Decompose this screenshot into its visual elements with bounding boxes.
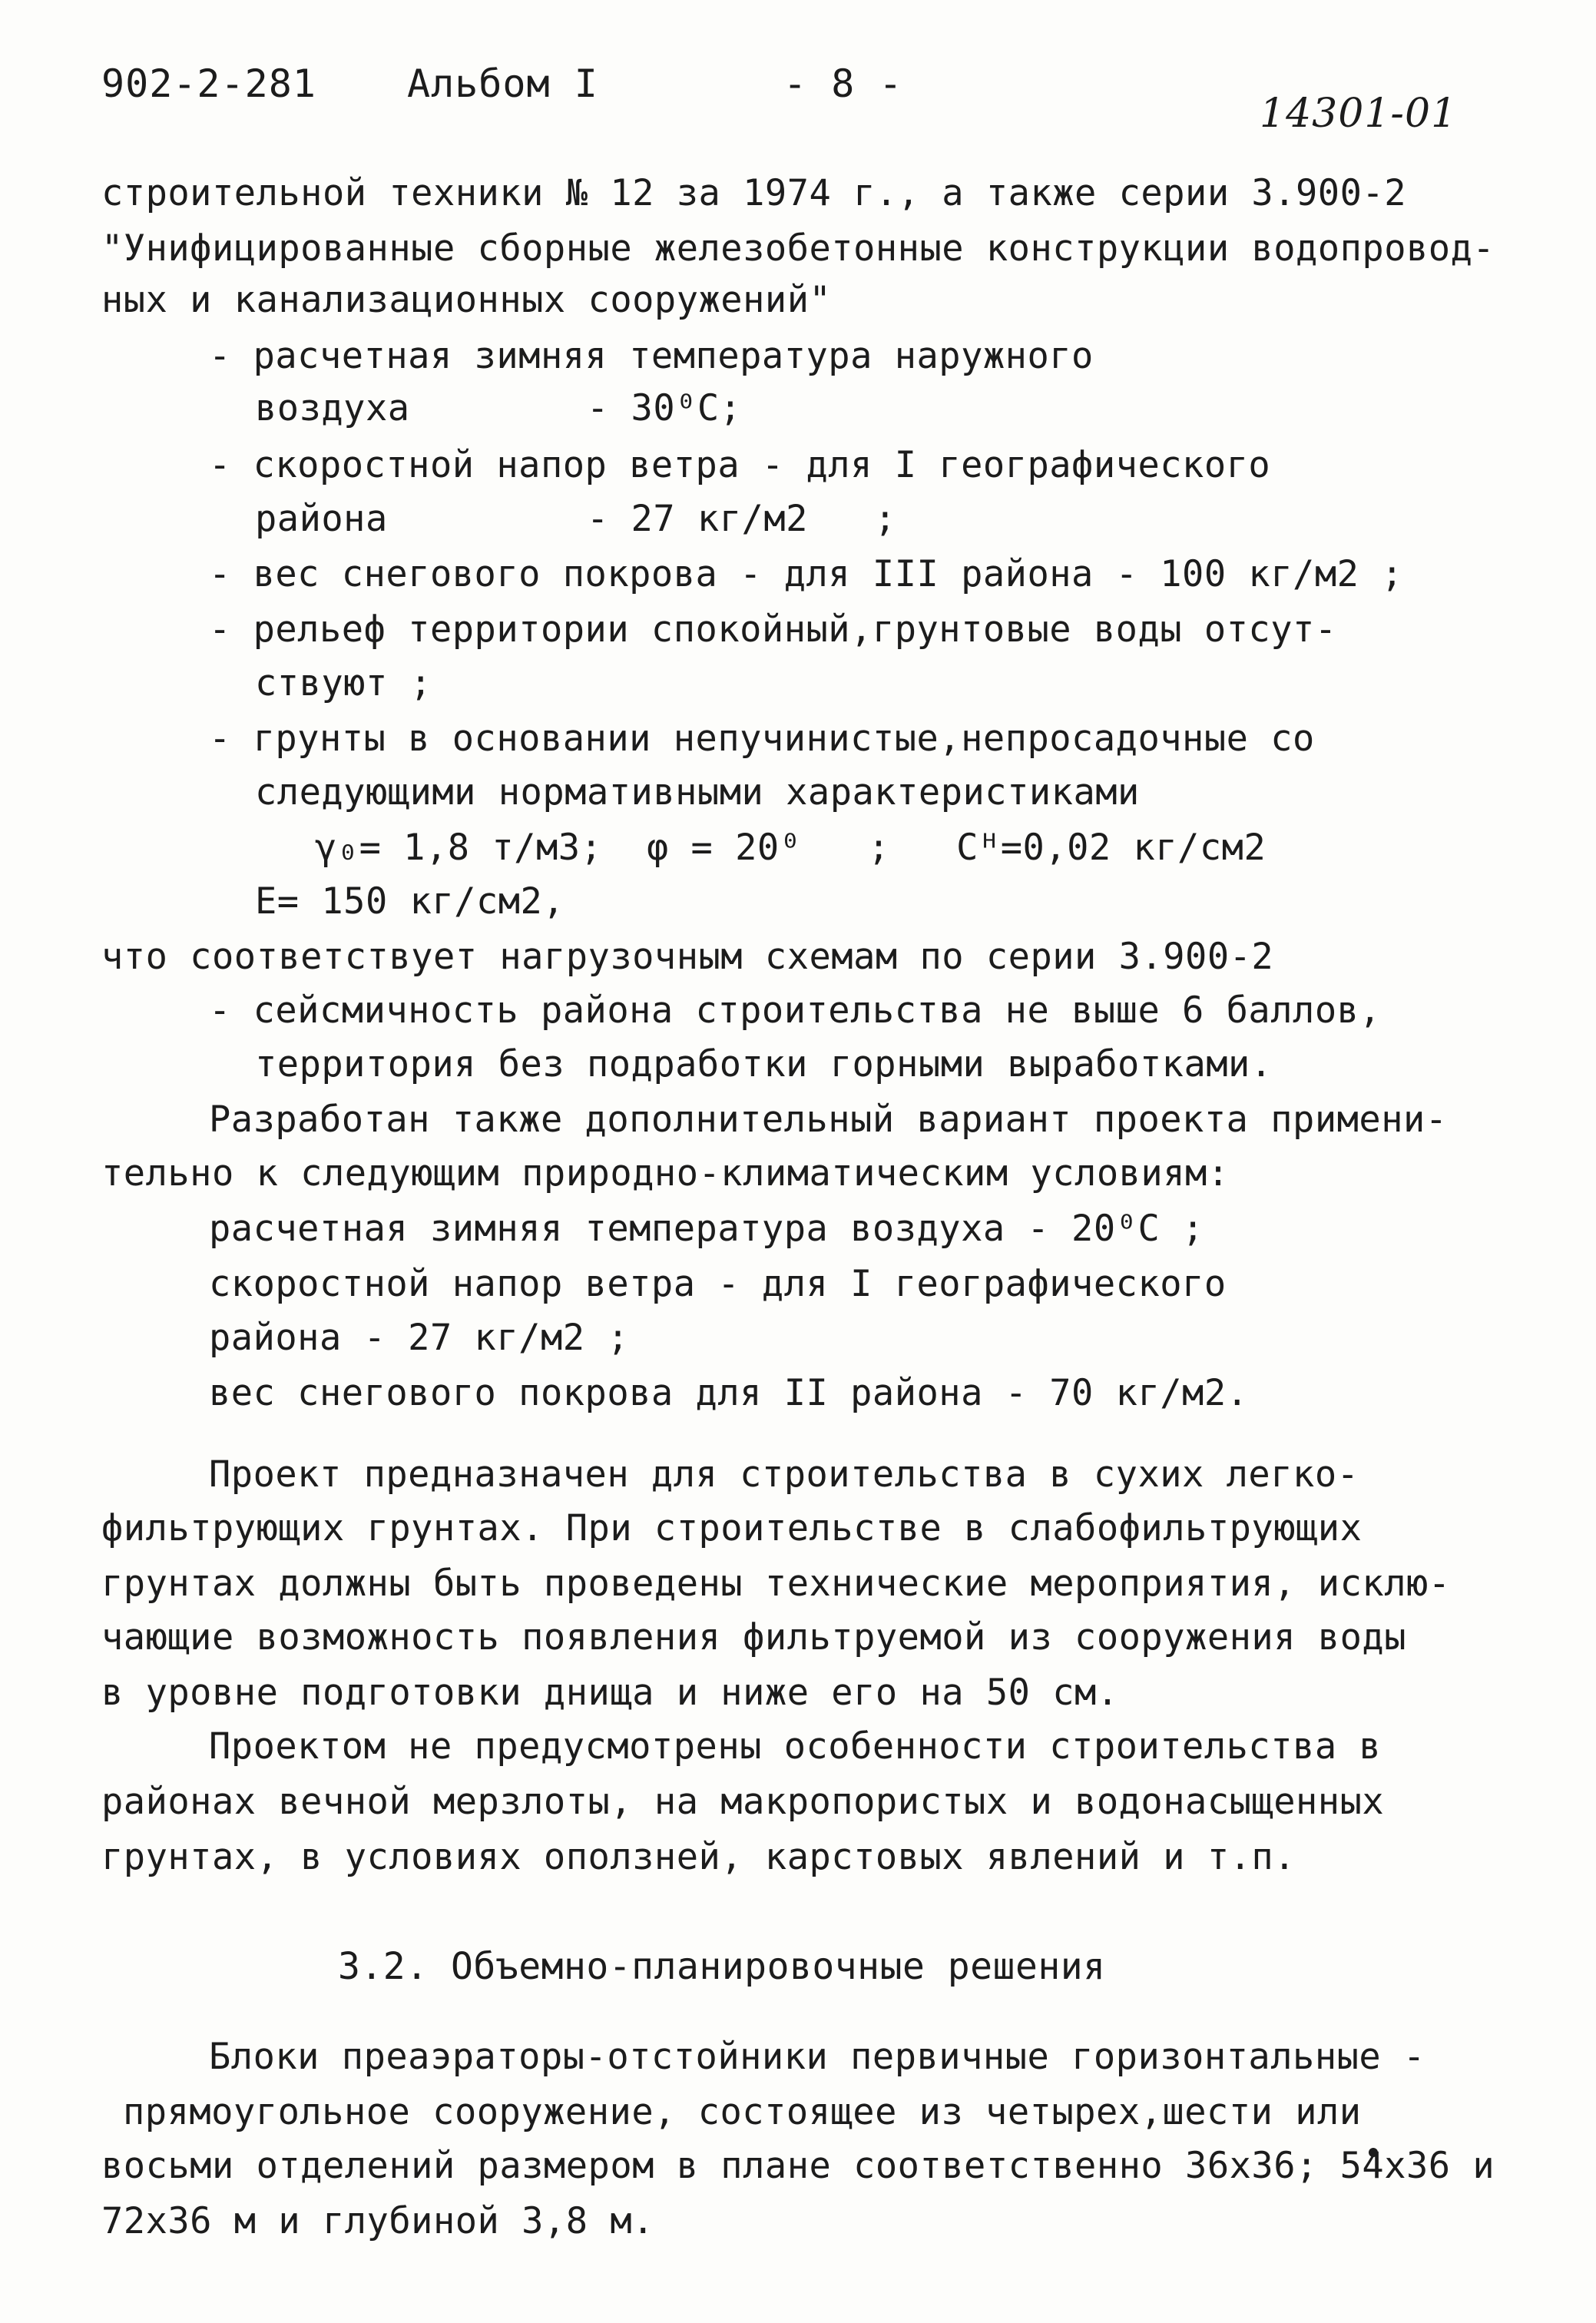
formula-line: E= 150 кг/см2, (255, 880, 565, 923)
text-line: воздуха - 30⁰С; (255, 387, 742, 429)
text-line: Проектом не предусмотрены особенности строительства в (209, 1725, 1382, 1768)
text-line: что соответствует нагрузочным схемам по серии 3.900-2 (101, 936, 1274, 978)
text-line: территория без подработки горными выработками. (255, 1043, 1273, 1085)
text-line: тельно к следующим природно-климатическим условиям: (101, 1152, 1230, 1195)
text-line: в уровне подготовки днища и ниже его на 50 см. (101, 1672, 1119, 1714)
page-number: - 8 - (783, 61, 903, 106)
text-line: Проект предназначен для строительства в сухих легко- (209, 1453, 1359, 1496)
text-line: Разработан также дополнительный вариант проекта примени- (209, 1099, 1448, 1141)
text-line: - рельеф территории спокойный,грунтовые воды отсут- (209, 608, 1337, 651)
text-line: скоростной напор ветра - для I географического (209, 1263, 1227, 1305)
text-line: фильтрующих грунтах. При строительстве в слабофильтрующих (101, 1507, 1363, 1549)
doc-number: 902-2-281 (101, 61, 316, 106)
text-line: 72х36 м и глубиной 3,8 м. (101, 2200, 654, 2242)
text-line: ствуют ; (255, 662, 432, 704)
text-line: прямоугольное сооружение, состоящее из четырех,шести или (123, 2091, 1362, 2133)
text-line: следующими нормативными характеристиками (255, 771, 1140, 814)
album-label: Альбом I (407, 61, 598, 106)
text-line: - вес снегового покрова - для III района - 100 кг/м2 ; (209, 553, 1404, 595)
text-line: грунтах должны быть проведены технические мероприятия, исклю- (101, 1562, 1451, 1605)
text-line: строительной техники № 12 за 1974 г., а также серии 3.900-2 (101, 172, 1406, 214)
text-line: - сейсмичность района строительства не выше 6 баллов, (209, 989, 1382, 1032)
text-line: грунтах, в условиях оползней, карстовых явлений и т.п. (101, 1836, 1296, 1878)
formula-line: γ₀= 1,8 т/м3; φ = 20⁰ ; Cᴴ=0,02 кг/см2 (315, 827, 1267, 869)
text-line: - грунты в основании непучинистые,непросадочные со (209, 717, 1315, 760)
text-line: "Унифицированные сборные железобетонные конструкции водопровод- (101, 227, 1495, 270)
text-line: района - 27 кг/м2 ; (209, 1317, 630, 1359)
text-line: Блоки преаэраторы-отстойники первичные горизонтальные - (209, 2036, 1425, 2078)
text-line: района - 27 кг/м2 ; (255, 498, 897, 540)
section-heading: 3.2. Объемно-планировочные решения (338, 1945, 1106, 1988)
text-line: восьми отделений размером в плане соответственно 36х36; 54х36 и (101, 2145, 1495, 2187)
text-line: - расчетная зимняя температура наружного (209, 335, 1094, 377)
text-line: чающие возможность появления фильтруемой из сооружения воды (101, 1616, 1406, 1659)
text-line: районах вечной мерзлоты, на макропористых и водонасыщенных (101, 1781, 1385, 1823)
inventory-number: 14301-01 (1260, 91, 1458, 137)
text-line: ных и канализационных сооружений" (101, 279, 832, 321)
text-line: вес снегового покрова для II района - 70 кг/м2. (209, 1372, 1249, 1414)
text-line: расчетная зимняя температура воздуха - 20⁰С ; (209, 1208, 1204, 1250)
text-line: - скоростной напор ветра - для I географического (209, 444, 1271, 486)
